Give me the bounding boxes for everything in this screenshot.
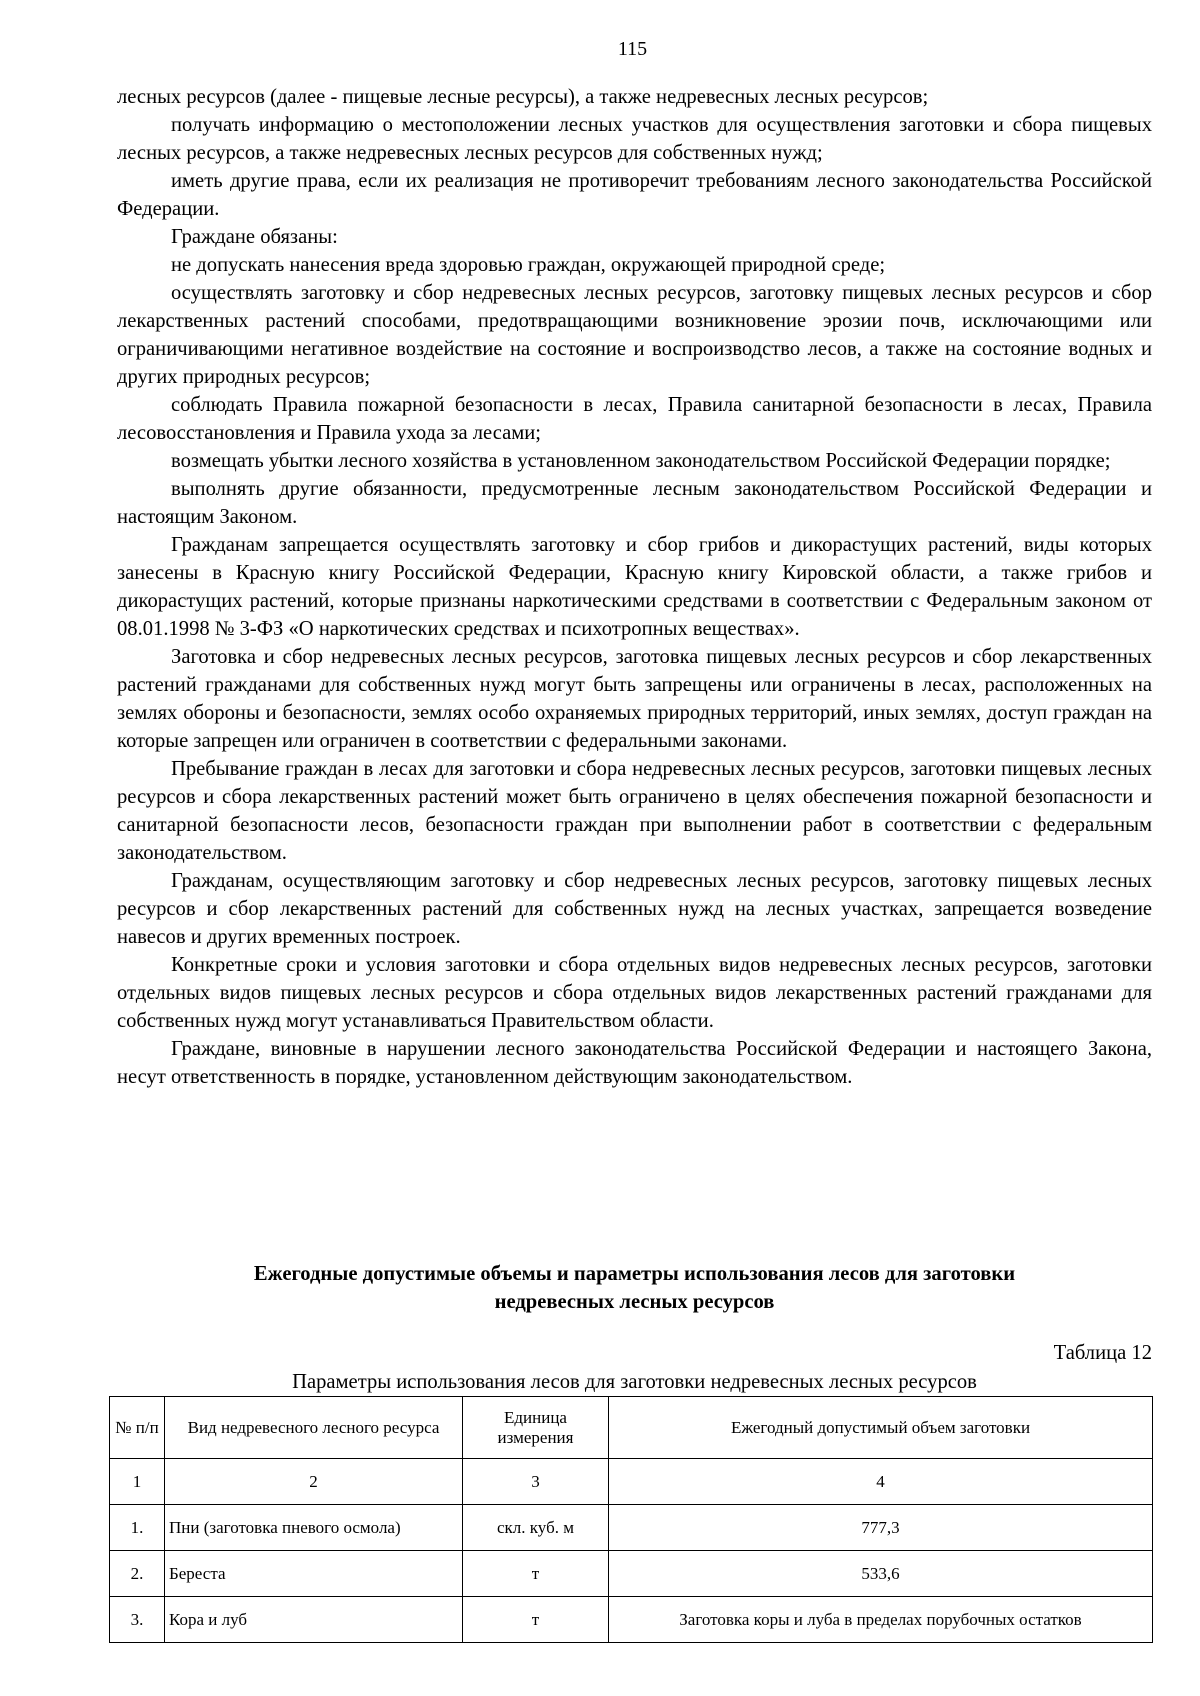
header-unit: Единица измерения xyxy=(463,1397,609,1459)
paragraph: Граждане обязаны: xyxy=(171,226,338,248)
table-cell: Кора и луб xyxy=(165,1597,463,1643)
body-text xyxy=(117,83,1152,1091)
table-cell: 1. xyxy=(110,1505,165,1551)
table-cell: 533,6 xyxy=(609,1551,1153,1597)
table-row xyxy=(110,1505,1153,1551)
paragraph: осуществлять заготовку и сбор недревесных лесных ресурсов, заготовку пищевых лесных ресурсов и сбор лекарственных растений способами, предотвращающими возникновение эрозии почв, исключающими или ограничивающими негативное воздействие на состояние и воспроизводство лесов, а также на состояние водных и других природных ресурсов; xyxy=(117,282,1152,388)
paragraph: Конкретные сроки и условия заготовки и сбора отдельных видов недревесных лесных ресурсов, заготовки отдельных видов пищевых лесных ресурсов и сбора отдельных видов лекарственных растений гражданами для собственных нужд могут устанавливаться Правительством области. xyxy=(117,954,1152,1032)
table-cell: скл. куб. м xyxy=(463,1505,609,1551)
table-label: Таблица 12 xyxy=(1053,1342,1152,1364)
paragraph: возмещать убытки лесного хозяйства в установленном законодательством Российской Федерации порядке; xyxy=(171,450,1111,472)
table-row xyxy=(110,1597,1153,1643)
table-cell: Заготовка коры и луба в пределах порубочных остатков xyxy=(609,1597,1153,1643)
table-cell: 2 xyxy=(165,1459,463,1505)
table-header-row xyxy=(110,1397,1153,1459)
page-number: 115 xyxy=(617,38,648,60)
table-cell: 2. xyxy=(110,1551,165,1597)
table-row xyxy=(110,1551,1153,1597)
section-heading xyxy=(117,1260,1152,1316)
paragraph: лесных ресурсов (далее - пищевые лесные ресурсы), а также недревесных лесных ресурсов; xyxy=(117,86,929,108)
paragraph: Пребывание граждан в лесах для заготовки и сбора недревесных лесных ресурсов, заготовки пищевых лесных ресурсов и сбора лекарственных растений может быть ограничено в целях обеспечения пожарной безопасности и санитарной безопасности лесов, безопасности граждан при выполнении работ в соответствии с федеральным законодательством. xyxy=(117,758,1152,864)
paragraph: получать информацию о местоположении лесных участков для осуществления заготовки и сбора пищевых лесных ресурсов, а также недревесных лесных ресурсов для собственных нужд; xyxy=(117,114,1152,164)
table-numbering-row xyxy=(110,1459,1153,1505)
paragraph: Гражданам запрещается осуществлять заготовку и сбор грибов и дикорастущих растений, виды которых занесены в Красную книгу Российской Федерации, Красную книгу Кировской области, а также грибов и дикорастущих растений, которые признаны наркотическими средствами в соответствии с Федеральным законом от 08.01.1998 № 3-ФЗ «О наркотических средствах и психотропных веществах». xyxy=(117,534,1152,640)
table-cell: т xyxy=(463,1597,609,1643)
table-cell: 777,3 xyxy=(609,1505,1153,1551)
table-cell: 3. xyxy=(110,1597,165,1643)
table-cell: 3 xyxy=(463,1459,609,1505)
paragraph: выполнять другие обязанности, предусмотренные лесным законодательством Российской Федерации и настоящим Законом. xyxy=(117,478,1152,528)
paragraph: Заготовка и сбор недревесных лесных ресурсов, заготовка пищевых лесных ресурсов и сбор лекарственных растений гражданами для собственных нужд могут быть запрещены или ограничены в лесах, расположенных на землях обороны и безопасности, землях особо охраняемых природных территорий, иных землях, доступ граждан на которые запрещен или ограничен в соответствии с федеральными законами. xyxy=(117,646,1152,752)
table-cell: Береста xyxy=(165,1551,463,1597)
paragraph: Гражданам, осуществляющим заготовку и сбор недревесных лесных ресурсов, заготовку пищевых лесных ресурсов и сбор лекарственных растений для собственных нужд на лесных участках, запрещается возведение навесов и других временных построек. xyxy=(117,870,1152,948)
header-resource-type: Вид недревесного лесного ресурса xyxy=(165,1397,463,1459)
header-number: № п/п xyxy=(110,1397,165,1459)
paragraph: Граждане, виновные в нарушении лесного законодательства Российской Федерации и настоящего Закона, несут ответственность в порядке, установленном действующим законодательством. xyxy=(117,1038,1152,1088)
table-cell: Пни (заготовка пневого осмола) xyxy=(165,1505,463,1551)
paragraph: не допускать нанесения вреда здоровью граждан, окружающей природной среде; xyxy=(171,254,886,276)
parameters-table xyxy=(109,1396,1153,1643)
table-cell: т xyxy=(463,1551,609,1597)
table-cell: 4 xyxy=(609,1459,1153,1505)
table-cell: 1 xyxy=(110,1459,165,1505)
paragraph: соблюдать Правила пожарной безопасности в лесах, Правила санитарной безопасности в лесах, Правила лесовосстановления и Правила ухода за лесами; xyxy=(117,394,1152,444)
header-annual-volume: Ежегодный допустимый объем заготовки xyxy=(609,1397,1153,1459)
table-caption: Параметры использования лесов для заготовки недревесных лесных ресурсов xyxy=(292,1371,977,1393)
paragraph: иметь другие права, если их реализация не противоречит требованиям лесного законодательства Российской Федерации. xyxy=(117,170,1152,220)
section-heading-line: недревесных лесных ресурсов xyxy=(494,1291,775,1313)
section-heading-line: Ежегодные допустимые объемы и параметры использования лесов для заготовки xyxy=(253,1263,1016,1285)
